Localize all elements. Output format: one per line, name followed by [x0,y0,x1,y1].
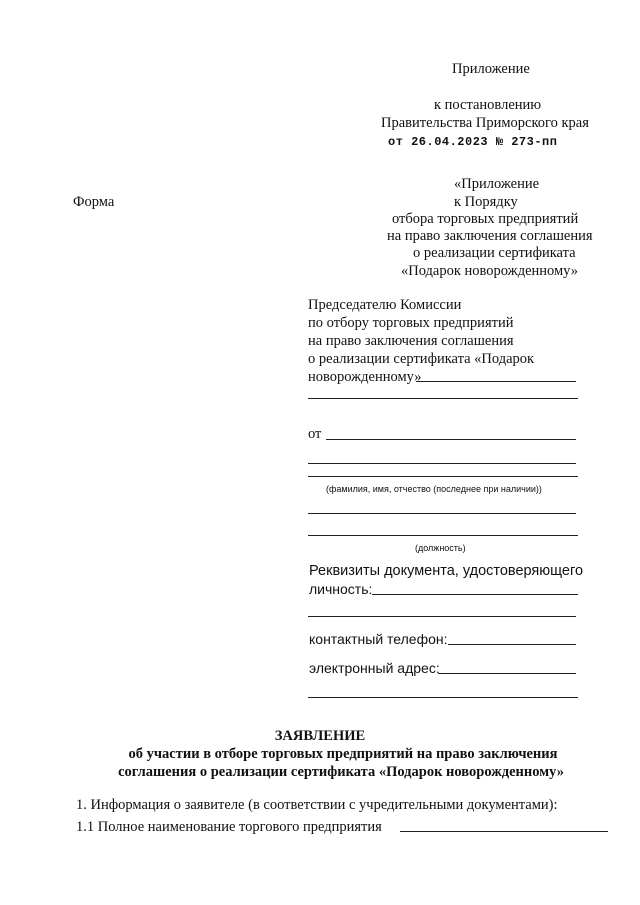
addressee-line-2: по отбору торговых предприятий [308,315,514,331]
procedure-line-3: отбора торговых предприятий [392,211,579,227]
email-fill-line-2[interactable] [308,697,578,698]
addressee-line-3: на право заключения соглашения [308,333,514,349]
statement-title: ЗАЯВЛЕНИЕ [274,728,366,744]
appendix-title: Приложение [452,61,530,77]
form-label: Форма [73,194,115,210]
appendix-line-1: к постановлению [434,97,542,113]
procedure-line-1: «Приложение [454,176,540,192]
from-fill-line-3[interactable] [308,476,578,477]
position-caption: (должность) [415,543,466,553]
position-fill-line-2[interactable] [308,535,578,536]
id-document-line-2: личность: [309,581,373,597]
addressee-line-4: о реализации сертификата «Подарок [308,351,535,367]
from-fill-line[interactable] [326,439,576,440]
addressee-line-1: Председателю Комиссии [308,297,462,313]
procedure-line-6: «Подарок новорожденному» [401,263,579,279]
appendix-line-2: Правительства Приморского края [381,115,589,131]
id-document-fill-line[interactable] [372,594,578,595]
procedure-line-5: о реализации сертификата [413,245,576,261]
fio-caption: (фамилия, имя, отчество (последнее при наличии)) [326,484,542,494]
phone-label: контактный телефон: [309,631,448,647]
decree-number: от 26.04.2023 № 273-пп [388,135,558,149]
addressee-line-5: новорожденному» [308,369,422,385]
addressee-fill-line[interactable] [416,381,576,382]
from-label: от [308,426,322,442]
trade-enterprise-name-fill-line[interactable] [400,831,608,832]
phone-fill-line[interactable] [448,644,576,645]
from-fill-line-2[interactable] [308,463,576,464]
procedure-line-4: на право заключения соглашения [387,228,593,244]
id-document-line-1: Реквизиты документа, удостоверяющего [309,563,584,579]
position-fill-line[interactable] [308,513,576,514]
procedure-line-2: к Порядку [454,194,518,210]
statement-line-2: соглашения о реализации сертификата «Подарок новорожденному» [118,764,564,780]
addressee-fill-line-2[interactable] [308,398,578,399]
statement-line-1: об участии в отборе торговых предприятий на право заключения [128,746,558,762]
email-fill-line[interactable] [438,673,576,674]
section-1: 1. Информация о заявителе (в соответствии с учредительными документами): [76,797,558,813]
email-label: электронный адрес: [309,660,440,676]
id-document-fill-line-2[interactable] [308,616,576,617]
section-1-1: 1.1 Полное наименование торгового предприятия [76,819,382,835]
